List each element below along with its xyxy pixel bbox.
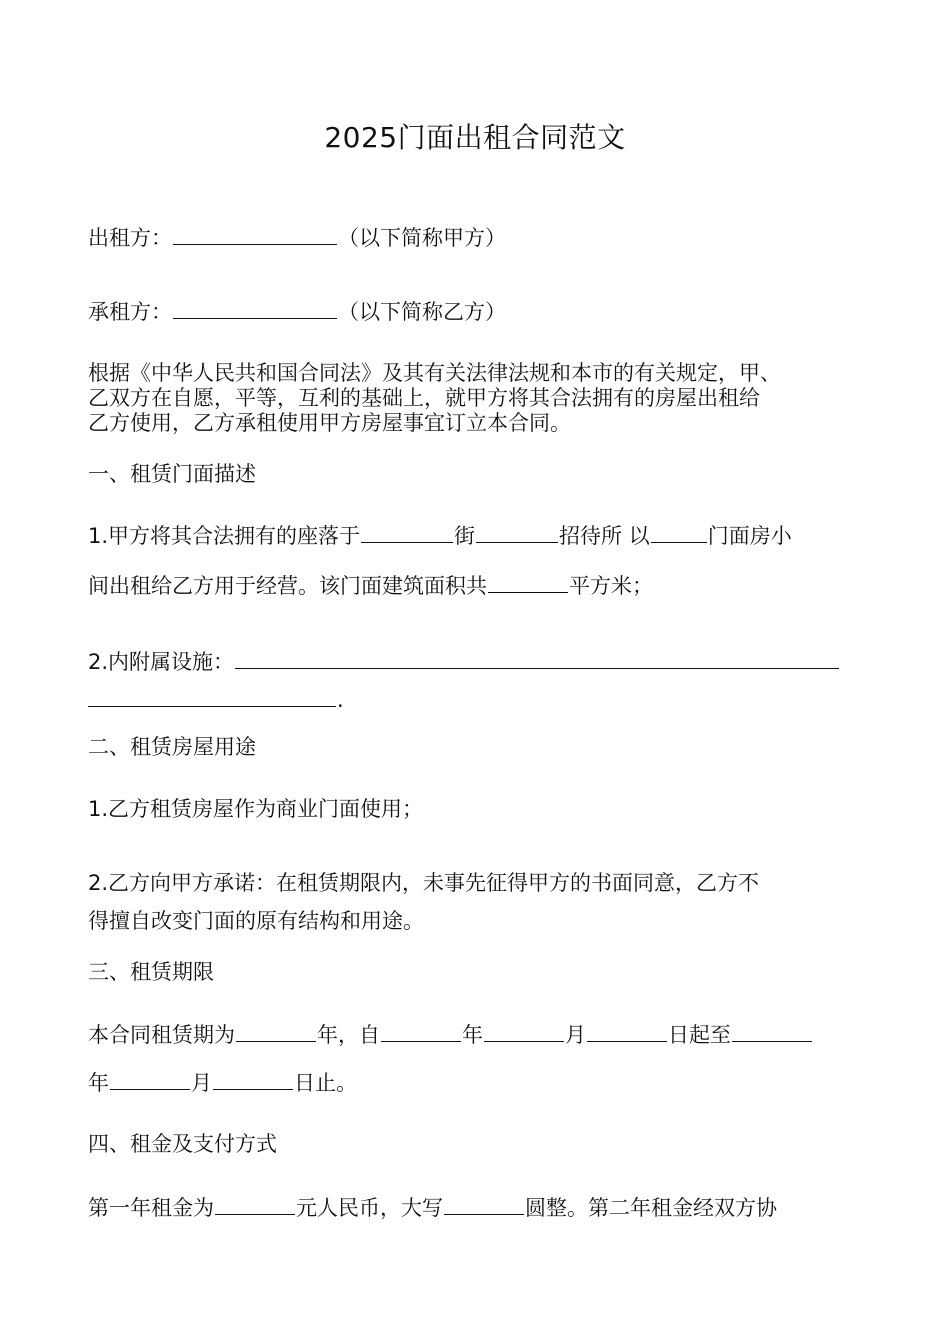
lessee-line bbox=[88, 296, 864, 326]
section-2-item-1: 1.乙方租赁房屋作为商业门面使用； bbox=[88, 797, 424, 821]
term-text: 月 bbox=[565, 1023, 586, 1047]
item-text: 平方米； bbox=[569, 574, 653, 598]
item-text: 间出租给乙方用于经营。该门面建筑面积共 bbox=[88, 574, 487, 598]
item-text: 2.内附属设施： bbox=[88, 650, 235, 674]
facilities-blank bbox=[235, 646, 839, 669]
lessor-suffix: （以下简称甲方） bbox=[338, 226, 506, 250]
start-month-blank bbox=[484, 1019, 564, 1042]
item-text: 1.甲方将其合法拥有的座落于 bbox=[88, 524, 361, 548]
facilities-blank-continued bbox=[88, 684, 336, 707]
section-1-item-2-line-2 bbox=[88, 684, 864, 714]
section-3-heading: 三、租赁期限 bbox=[88, 960, 214, 984]
item-text: . bbox=[337, 688, 344, 712]
rent-text: 第一年租金为 bbox=[88, 1196, 214, 1220]
lessor-label: 出租方： bbox=[88, 226, 172, 250]
lessor-line bbox=[88, 222, 864, 252]
term-text: 年 bbox=[88, 1071, 109, 1095]
section-2-heading: 二、租赁房屋用途 bbox=[88, 735, 256, 759]
intro-line-1: 根据《中华人民共和国合同法》及其有关法律法规和本市的有关规定，甲、 bbox=[88, 361, 781, 385]
rent-text: 圆整。第二年租金经双方协 bbox=[525, 1196, 777, 1220]
item-text: 门面房小 bbox=[707, 524, 792, 548]
rent-text: 元人民币，大写 bbox=[296, 1196, 443, 1220]
area-blank bbox=[488, 570, 568, 593]
rent-capital-blank bbox=[444, 1192, 524, 1215]
term-years-blank bbox=[236, 1019, 316, 1042]
term-text: 年 bbox=[462, 1023, 483, 1047]
term-text: 本合同租赁期为 bbox=[88, 1023, 235, 1047]
lessee-label: 承租方： bbox=[88, 300, 172, 324]
section-4-rent-line-1 bbox=[88, 1192, 864, 1222]
hostel-blank bbox=[476, 520, 558, 543]
lessee-name-blank bbox=[173, 296, 337, 319]
item-text: 招待所 以 bbox=[559, 524, 650, 548]
rent-amount-blank bbox=[215, 1192, 295, 1215]
end-month-blank bbox=[110, 1067, 190, 1090]
document-title: 2025门面出租合同范文 bbox=[324, 121, 626, 154]
end-day-blank bbox=[213, 1067, 293, 1090]
start-year-blank bbox=[381, 1019, 461, 1042]
section-1-item-1-line-2 bbox=[88, 570, 864, 600]
term-text: 年，自 bbox=[317, 1023, 380, 1047]
section-3-term-line-2 bbox=[88, 1067, 864, 1097]
section-2-item-2-line-1: 2.乙方向甲方承诺：在租赁期限内，未事先征得甲方的书面同意，乙方不 bbox=[88, 871, 760, 895]
section-1-item-2-line-1 bbox=[88, 646, 864, 676]
section-2-item-2-line-2: 得擅自改变门面的原有结构和用途。 bbox=[88, 909, 424, 933]
section-4-heading: 四、租金及支付方式 bbox=[88, 1132, 277, 1156]
item-text: 街 bbox=[454, 524, 476, 548]
section-3-term-line-1 bbox=[88, 1019, 864, 1049]
lessee-suffix: （以下简称乙方） bbox=[338, 300, 506, 324]
section-1-item-1-line-1 bbox=[88, 520, 864, 550]
lessor-name-blank bbox=[173, 222, 337, 245]
term-text: 日止。 bbox=[294, 1071, 357, 1095]
storefront-blank bbox=[651, 520, 707, 543]
intro-line-2: 乙双方在自愿，平等，互利的基础上，就甲方将其合法拥有的房屋出租给 bbox=[88, 386, 760, 410]
street-blank bbox=[361, 520, 453, 543]
intro-line-3: 乙方使用，乙方承租使用甲方房屋事宜订立本合同。 bbox=[88, 411, 571, 435]
term-text: 日起至 bbox=[668, 1023, 731, 1047]
end-year-blank bbox=[732, 1019, 812, 1042]
start-day-blank bbox=[587, 1019, 667, 1042]
term-text: 月 bbox=[191, 1071, 212, 1095]
section-1-heading: 一、租赁门面描述 bbox=[88, 462, 256, 486]
